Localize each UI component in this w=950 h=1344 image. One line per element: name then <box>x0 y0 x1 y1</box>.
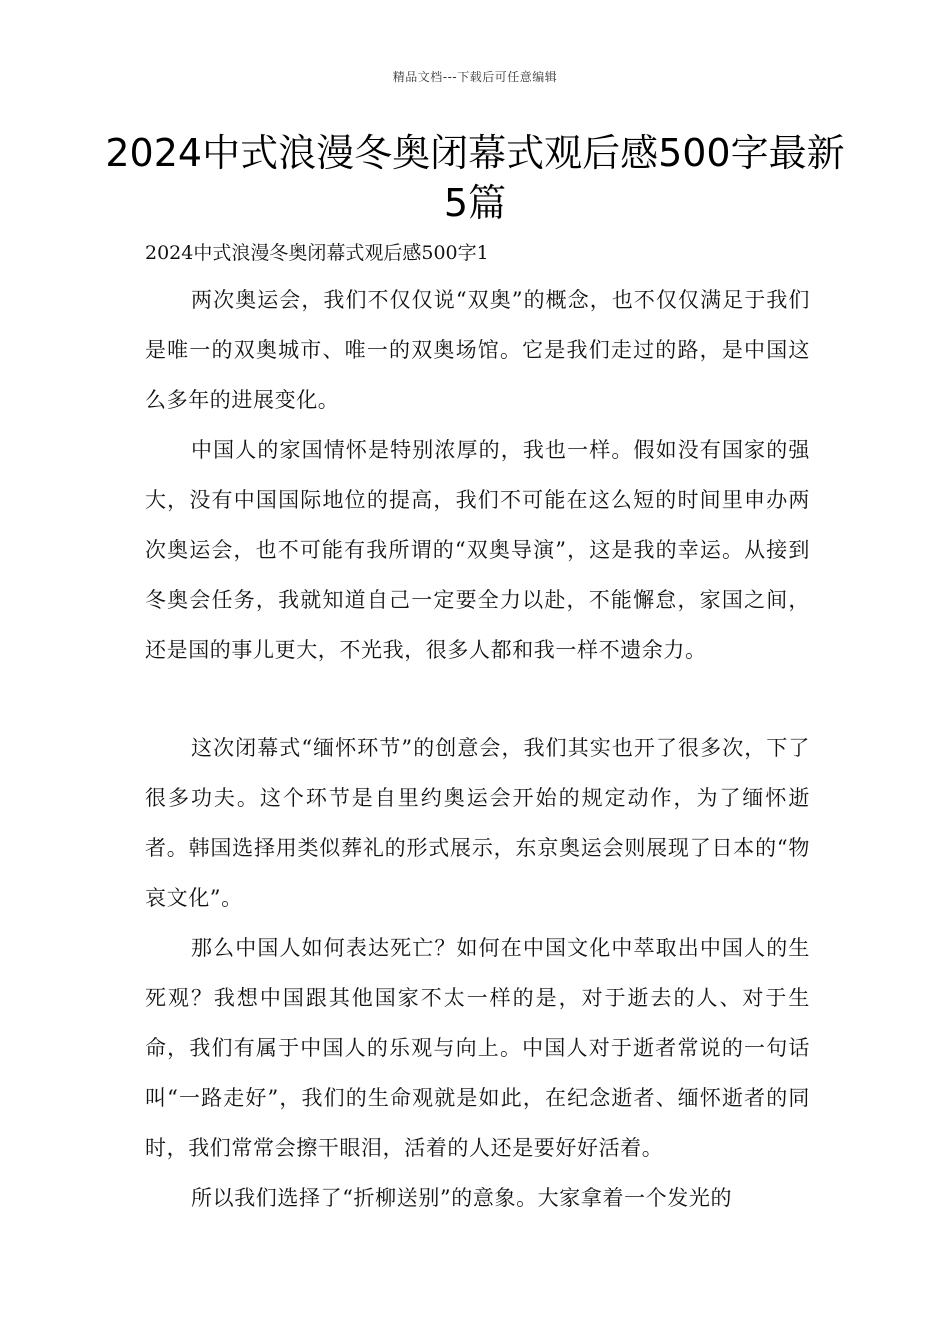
paragraph-2: 中国人的家国情怀是特别浓厚的，我也一样。假如没有国家的强大，没有中国国际地位的提高，我们不可能在这么短的时间里申办两次奥运会，也不可能有我所谓的“双奥导演”，这是我的幸运。从接到冬奥会任务，我就知道自己一定要全力以赴，不能懈怠，家国之间，还是国的事儿更大，不光我，很多人都和我一样不遗余力。 <box>145 438 810 662</box>
section-heading: 2024中式浪漫冬奥闭幕式观后感500字1 <box>145 242 489 264</box>
paragraph-4: 那么中国人如何表达死亡？如何在中国文化中萃取出中国人的生死观？我想中国跟其他国家不太一样的是，对于逝去的人、对于生命，我们有属于中国人的乐观与向上。中国人对于逝者常说的一句话叫“一路走好”，我们的生命观就是如此，在纪念逝者、缅怀逝者的同时，我们常常会擦干眼泪，活着的人还是要好好活着。 <box>145 936 810 1160</box>
body-text-block-2 <box>145 723 810 1223</box>
document-title: 2024中式浪漫冬奥闭幕式观后感500字最新5篇 <box>105 131 845 225</box>
body-text-block-1 <box>145 275 810 675</box>
paragraph-3: 这次闭幕式“缅怀环节”的创意会，我们其实也开了很多次，下了很多功夫。这个环节是自里约奥运会开始的规定动作，为了缅怀逝者。韩国选择用类似葬礼的形式展示，东京奥运会则展现了日本的“物哀文化”。 <box>145 736 810 910</box>
paragraph-1: 两次奥运会，我们不仅仅说“双奥”的概念，也不仅仅满足于我们是唯一的双奥城市、唯一的双奥场馆。它是我们走过的路，是中国这么多年的进展变化。 <box>145 288 810 412</box>
document-header-note: 精品文档---下载后可任意编辑 <box>392 70 558 84</box>
paragraph-5: 所以我们选择了“折柳送别”的意象。大家拿着一个发光的 <box>191 1186 733 1210</box>
